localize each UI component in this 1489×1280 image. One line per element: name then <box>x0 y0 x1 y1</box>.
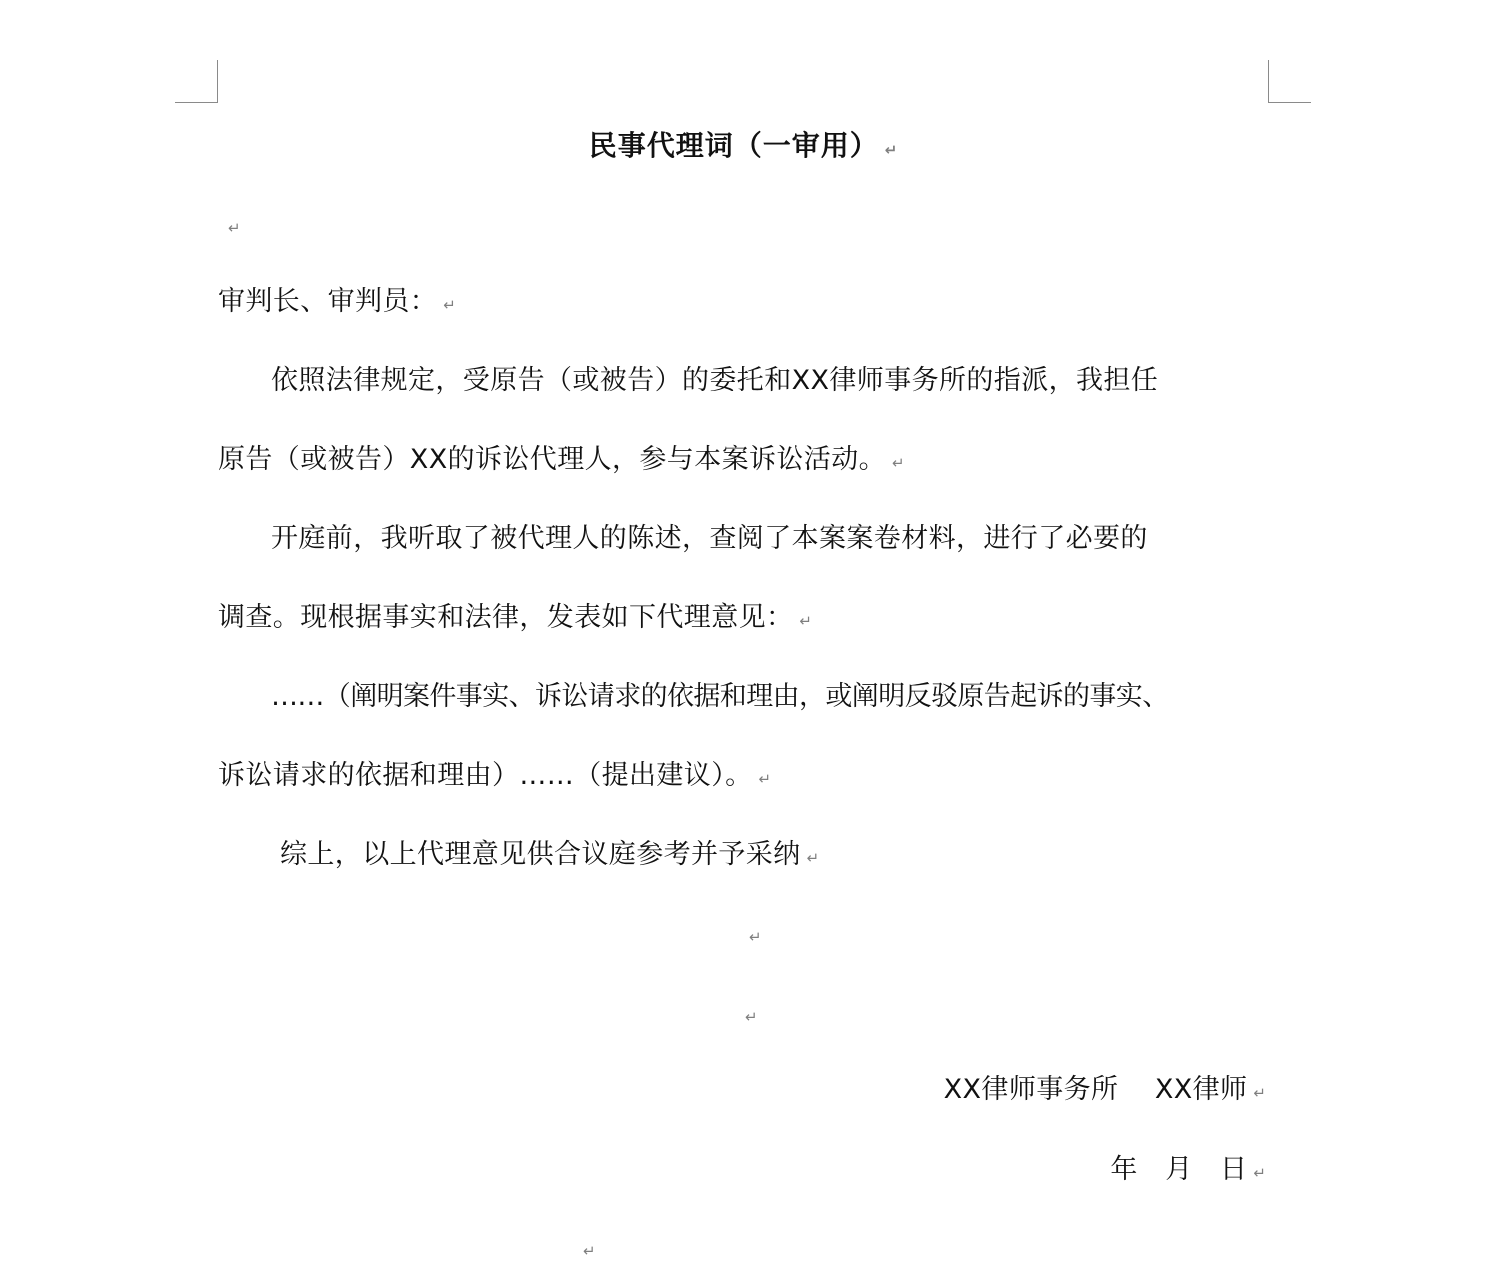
paragraph-1-text-2: 原告（或被告）XX的诉讼代理人，参与本案诉讼活动。 <box>218 444 886 475</box>
paragraph-2-text-1: 开庭前，我听取了被代理人的陈述，查阅了本案案卷材料，进行了必要的 <box>271 523 1148 554</box>
salutation: 审判长、审判员： <box>218 286 438 317</box>
paragraph-mark-icon: ↵ <box>892 454 905 472</box>
paragraph-mark-icon: ↵ <box>884 141 898 159</box>
paragraph-mark-icon: ↵ <box>443 296 456 314</box>
paragraph-mark-icon: ↵ <box>1253 1164 1266 1182</box>
date-text: 年 月 日 <box>1110 1154 1248 1185</box>
paragraph-mark-icon: ↵ <box>228 219 241 237</box>
paragraph-mark-icon: ↵ <box>745 1008 758 1026</box>
paragraph-1-line-2 <box>218 440 1268 483</box>
paragraph-3-line-1 <box>218 677 1268 717</box>
conclusion-text: 综上，以上代理意见供合议庭参考并予采纳 <box>280 839 801 870</box>
paragraph-1-text-1: 依照法律规定，受原告（或被告）的委托和XX律师事务所的指派，我担任 <box>271 365 1159 396</box>
paragraph-mark-icon: ↵ <box>583 1242 596 1260</box>
salutation-line <box>218 282 1268 325</box>
page-corner-top-left <box>175 60 218 103</box>
document-title: 民事代理词（一审用） <box>588 129 879 162</box>
date-line <box>218 1150 1266 1193</box>
paragraph-2-line-2 <box>218 598 1268 641</box>
paragraph-mark-icon: ↵ <box>758 770 772 788</box>
paragraph-3-text-2: 诉讼请求的依据和理由）……（提出建议）。 <box>218 760 753 791</box>
paragraph-3-text-1: ……（阐明案件事实、诉讼请求的依据和理由，或阐明反驳原告起诉的事实、 <box>271 681 1169 712</box>
paragraph-mark-icon: ↵ <box>806 849 820 867</box>
paragraph-3-line-2 <box>218 756 1268 799</box>
paragraph-mark-icon: ↵ <box>1253 1084 1266 1102</box>
paragraph-mark-icon: ↵ <box>749 928 762 946</box>
conclusion-line <box>218 835 1268 878</box>
page-corner-top-right <box>1268 60 1311 103</box>
paragraph-mark-icon: ↵ <box>799 612 812 630</box>
signature-text: XX律师事务所 XX律师 <box>943 1074 1248 1105</box>
document-title-line <box>218 126 1268 170</box>
paragraph-2-text-2: 调查。现根据事实和法律，发表如下代理意见： <box>218 602 794 633</box>
signature-line <box>218 1070 1266 1113</box>
paragraph-1-line-1 <box>218 361 1268 401</box>
paragraph-2-line-1 <box>218 519 1268 559</box>
